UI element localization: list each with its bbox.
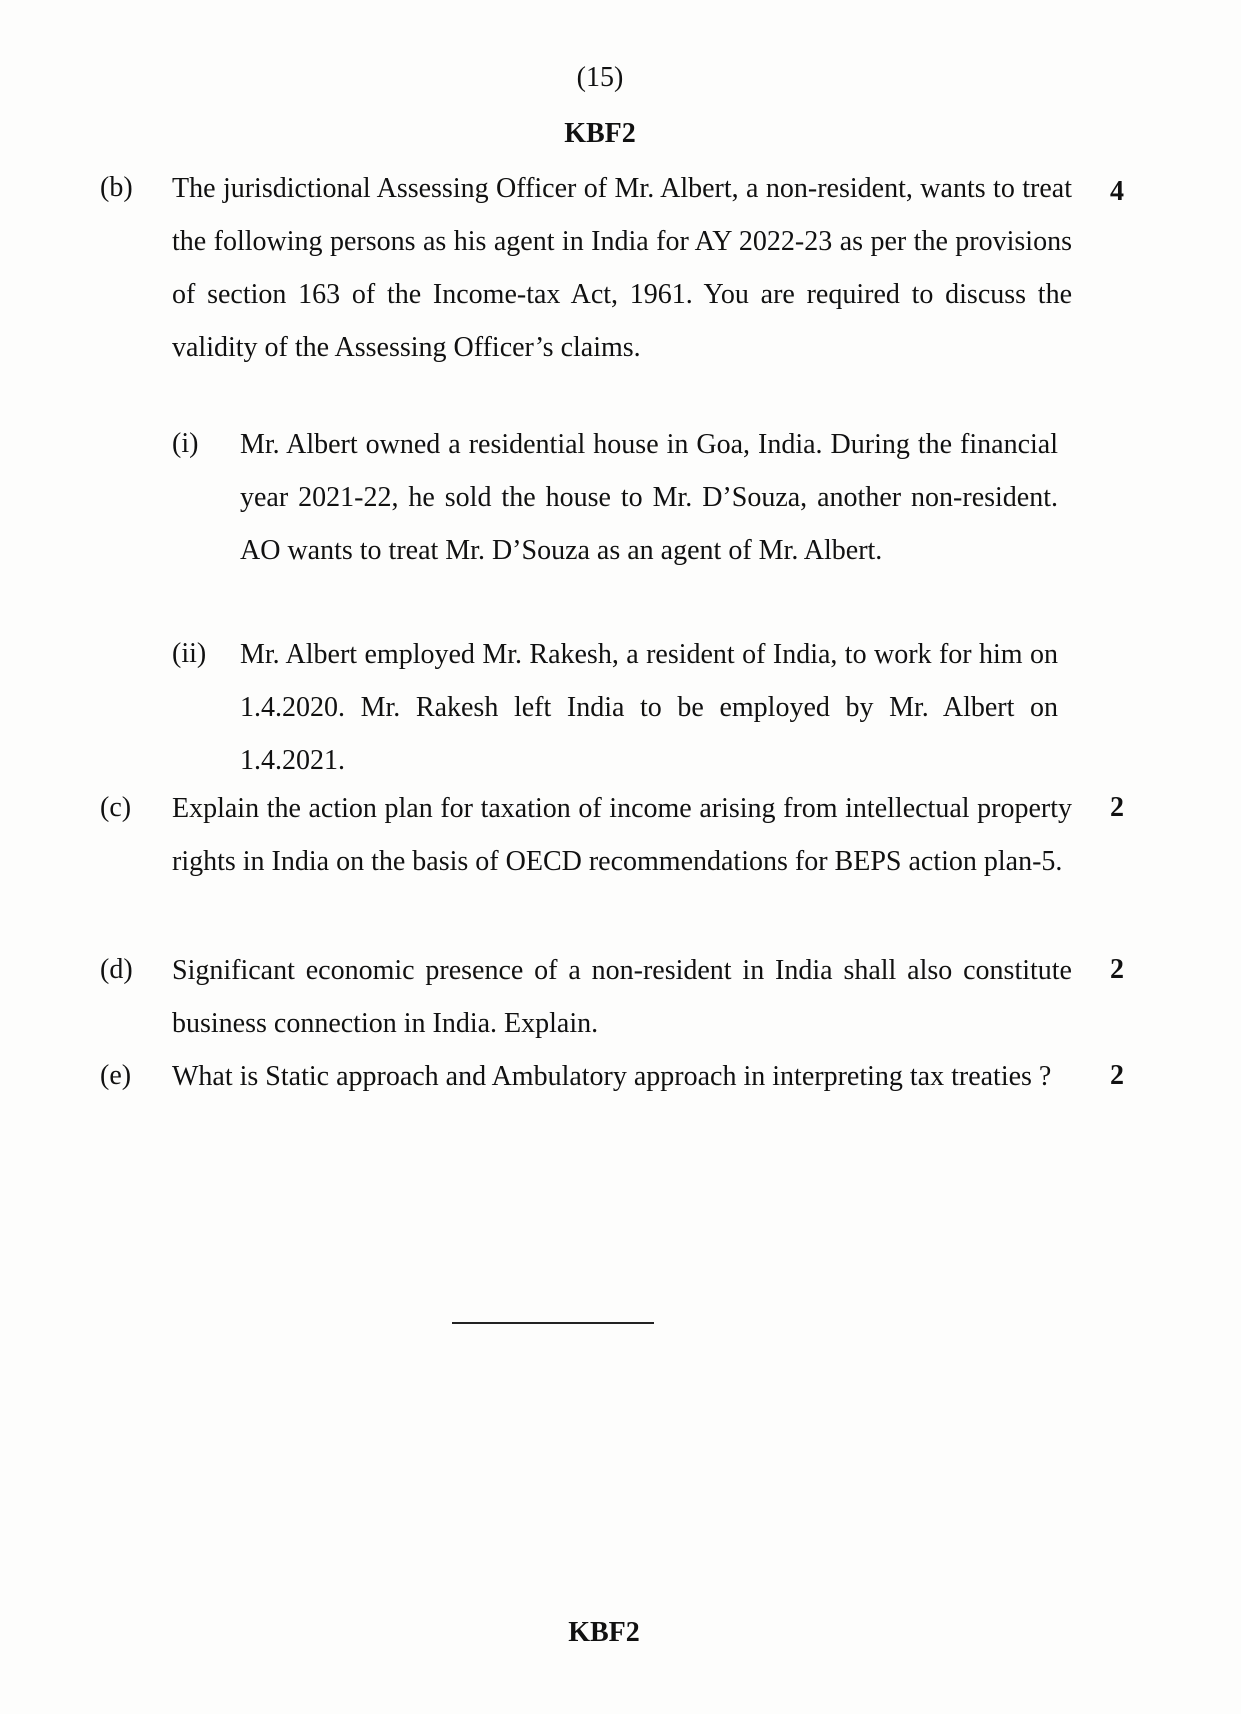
- paper-code-footer: KBF2: [568, 1617, 640, 1648]
- end-of-questions-rule: [452, 1322, 654, 1324]
- sub-question-text: Mr. Albert owned a residential house in Goa, India. During the financial year 2021-22, he sold the house to Mr. D’Souza, another non-resident. AO wants to treat Mr. D’Souza as an agent of Mr. Albert.: [240, 429, 1058, 566]
- question-text: Explain the action plan for taxation of income arising from intellectual property rights in India on the basis of OECD recommendations for BEPS action plan-5.: [172, 793, 1072, 877]
- question-text: The jurisdictional Assessing Officer of Mr. Albert, a non-resident, wants to treat the following persons as his agent in India for AY 2022-23 as per the provisions of section 163 of the Income-tax Act, 1961. You are required to discuss the validity of the Assessing Officer’s claims.: [172, 173, 1072, 363]
- question-label: (d): [100, 954, 133, 985]
- page-number: (15): [576, 62, 624, 93]
- sub-question-label: (ii): [172, 638, 207, 669]
- question-text: What is Static approach and Ambulatory approach in interpreting tax treaties ?: [172, 1061, 1052, 1092]
- question-marks: 2: [1110, 954, 1124, 985]
- question-label: (c): [100, 792, 132, 823]
- sub-question-label: (i): [172, 428, 199, 459]
- question-label: (b): [100, 172, 133, 203]
- question-marks: 2: [1110, 1060, 1124, 1091]
- question-marks: 2: [1110, 792, 1124, 823]
- question-marks: 4: [1110, 176, 1124, 207]
- question-text: Significant economic presence of a non-resident in India shall also constitute business connection in India. Explain.: [172, 955, 1072, 1039]
- sub-question-text: Mr. Albert employed Mr. Rakesh, a resident of India, to work for him on 1.4.2020. Mr. Rakesh left India to be employed by Mr. Albert on 1.4.2021.: [240, 639, 1058, 776]
- question-label: (e): [100, 1060, 132, 1091]
- paper-code-header: KBF2: [564, 118, 636, 149]
